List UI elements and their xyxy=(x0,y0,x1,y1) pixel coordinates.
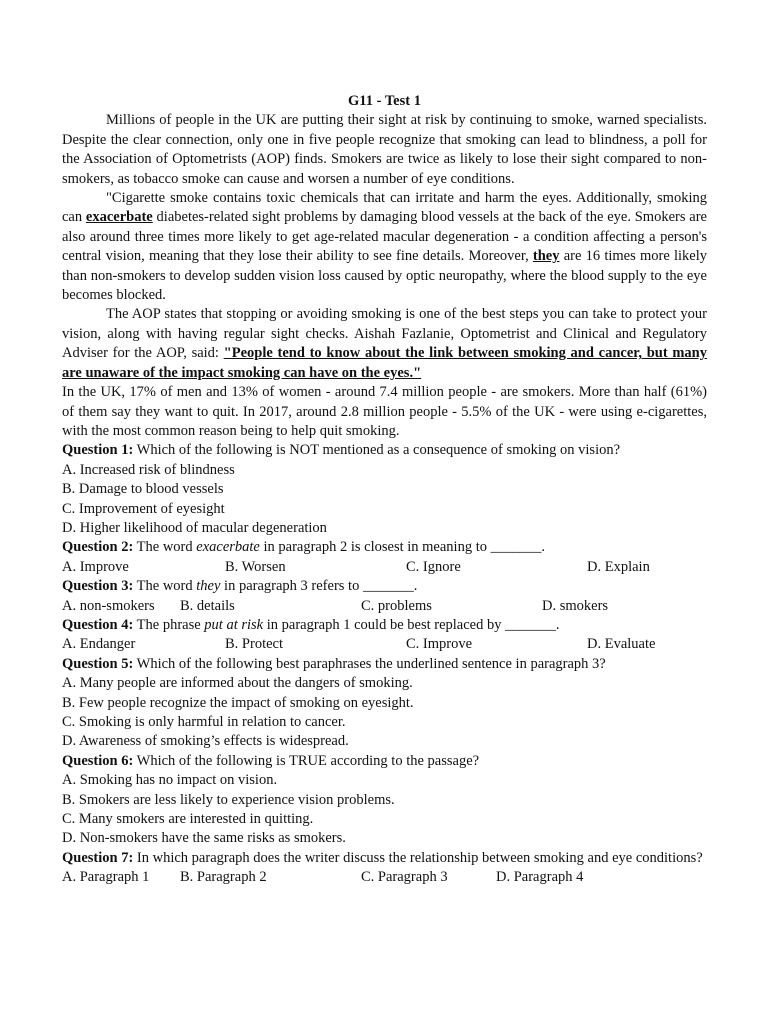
question-label: Question 7: xyxy=(62,849,134,866)
paragraph-2-text-b: diabetes-related sight problems by damaging blood vessels at the back of the eye. Smokers are also around three times more likely to get age-related macular degeneration - a condition affecting a person's central vision, meaning that they lose their ability to see fine details. Moreover, xyxy=(62,209,707,265)
option-c: C. Improve xyxy=(406,636,473,653)
question-text-post: in paragraph 2 is closest in meaning to _______. xyxy=(259,539,545,556)
option-a: A. Increased risk of blindness xyxy=(62,461,235,478)
paragraph-3-text: The AOP states that stopping or avoiding smoking is one of the best steps you can take to protect your vision, along with having regular sight checks. Aishah Fazlanie, Optometrist and Clinical and Regulatory Adviser for the AOP, said: xyxy=(62,306,707,362)
options-row xyxy=(62,597,707,616)
option-a: A. Smoking has no impact on vision. xyxy=(62,772,278,789)
option-c: C. Many smokers are interested in quitting. xyxy=(62,811,314,828)
underlined-word-they: they xyxy=(532,248,560,265)
question-label: Question 4: xyxy=(62,616,134,633)
question-1 xyxy=(62,441,707,460)
option-b: B. details xyxy=(180,597,235,614)
option-d: D. smokers xyxy=(542,597,609,614)
underlined-quote: "People tend to know about the link between smoking and cancer, but many are unaware of the impact smoking can have on the eyes." xyxy=(62,345,708,381)
option-b: B. Worsen xyxy=(225,558,286,575)
paragraph-1: Millions of people in the UK are putting their sight at risk by continuing to smoke, warned specialists. Despite the clear connection, only one in five people recognize that smoking can lead to blindness, a poll for the Association of Optometrists (AOP) finds. Smokers are twice as likely to lose their sight compared to non-smokers, as tobacco smoke can cause and worsen a number of eye conditions. xyxy=(62,112,707,187)
option-b: B. Paragraph 2 xyxy=(180,869,267,886)
question-7 xyxy=(62,849,707,868)
question-label: Question 3: xyxy=(62,578,134,595)
paragraph-2-text-a: "Cigarette smoke contains toxic chemicals that can irritate and harm the eyes. Additionally, smoking can xyxy=(62,190,707,226)
option-b: B. Damage to blood vessels xyxy=(62,481,224,498)
test-document xyxy=(62,92,707,888)
option-b: B. Few people recognize the impact of smoking on eyesight. xyxy=(62,694,414,711)
options-row xyxy=(62,635,707,654)
options-row xyxy=(62,868,707,887)
option-c: C. Ignore xyxy=(406,558,461,575)
paragraph-2-text-c: are 16 times more likely than non-smokers to develop sudden vision loss caused by optic neuropathy, where the blood supply to the eye becomes blocked. xyxy=(62,248,707,304)
option-b: B. Smokers are less likely to experience vision problems. xyxy=(62,791,395,808)
option-a: A. Improve xyxy=(62,558,129,575)
paragraph-3 xyxy=(62,305,707,383)
option-d: D. Awareness of smoking’s effects is widespread. xyxy=(62,733,349,750)
question-keyword: exacerbate xyxy=(196,539,260,556)
question-label: Question 2: xyxy=(62,539,134,556)
option-d: D. Paragraph 4 xyxy=(496,869,584,886)
question-label: Question 5: xyxy=(62,655,134,672)
question-text: Which of the following best paraphrases the underlined sentence in paragraph 3? xyxy=(133,655,606,672)
option-a: A. Paragraph 1 xyxy=(62,869,150,886)
paragraph-4: In the UK, 17% of men and 13% of women - around 7.4 million people - are smokers. More than half (61%) of them say they want to quit. In 2017, around 2.8 million people - 5.5% of the UK - were using e-cigarettes, with the most common reason being to help quit smoking. xyxy=(62,384,707,439)
question-text-post: in paragraph 3 refers to _______. xyxy=(220,578,418,595)
underlined-word-exacerbate: exacerbate xyxy=(85,209,153,226)
question-2 xyxy=(62,538,707,557)
option-d: D. Non-smokers have the same risks as smokers. xyxy=(62,830,346,847)
option-c: C. Paragraph 3 xyxy=(361,869,448,886)
question-keyword: they xyxy=(196,578,221,595)
question-text-pre: The word xyxy=(133,578,197,595)
question-label: Question 6: xyxy=(62,752,134,769)
option-d: D. Explain xyxy=(587,558,650,575)
question-text: Which of the following is TRUE according to the passage? xyxy=(133,752,480,769)
question-text-pre: The word xyxy=(133,539,197,556)
page-title: G11 - Test 1 xyxy=(348,93,421,109)
option-a: A. Many people are informed about the dangers of smoking. xyxy=(62,675,413,692)
option-a: A. non-smokers xyxy=(62,597,155,614)
option-c: C. Improvement of eyesight xyxy=(62,500,225,517)
option-d: D. Evaluate xyxy=(587,636,656,653)
question-6 xyxy=(62,752,707,771)
option-c: C. Smoking is only harmful in relation to cancer. xyxy=(62,714,346,730)
question-text-post: in paragraph 1 could be best replaced by _______. xyxy=(263,616,560,633)
question-3 xyxy=(62,577,707,596)
question-4 xyxy=(62,616,707,635)
question-text: In which paragraph does the writer discuss the relationship between smoking and eye conditions? xyxy=(133,849,703,866)
option-b: B. Protect xyxy=(225,636,283,653)
options-row xyxy=(62,558,707,577)
question-label: Question 1: xyxy=(62,442,134,459)
option-a: A. Endanger xyxy=(62,636,136,653)
question-text-pre: The phrase xyxy=(133,616,205,633)
question-5 xyxy=(62,655,707,674)
option-d: D. Higher likelihood of macular degeneration xyxy=(62,519,327,536)
question-keyword: put at risk xyxy=(204,616,264,633)
question-text: Which of the following is NOT mentioned as a consequence of smoking on vision? xyxy=(133,442,621,459)
option-c: C. problems xyxy=(361,597,432,614)
paragraph-2 xyxy=(62,189,707,305)
